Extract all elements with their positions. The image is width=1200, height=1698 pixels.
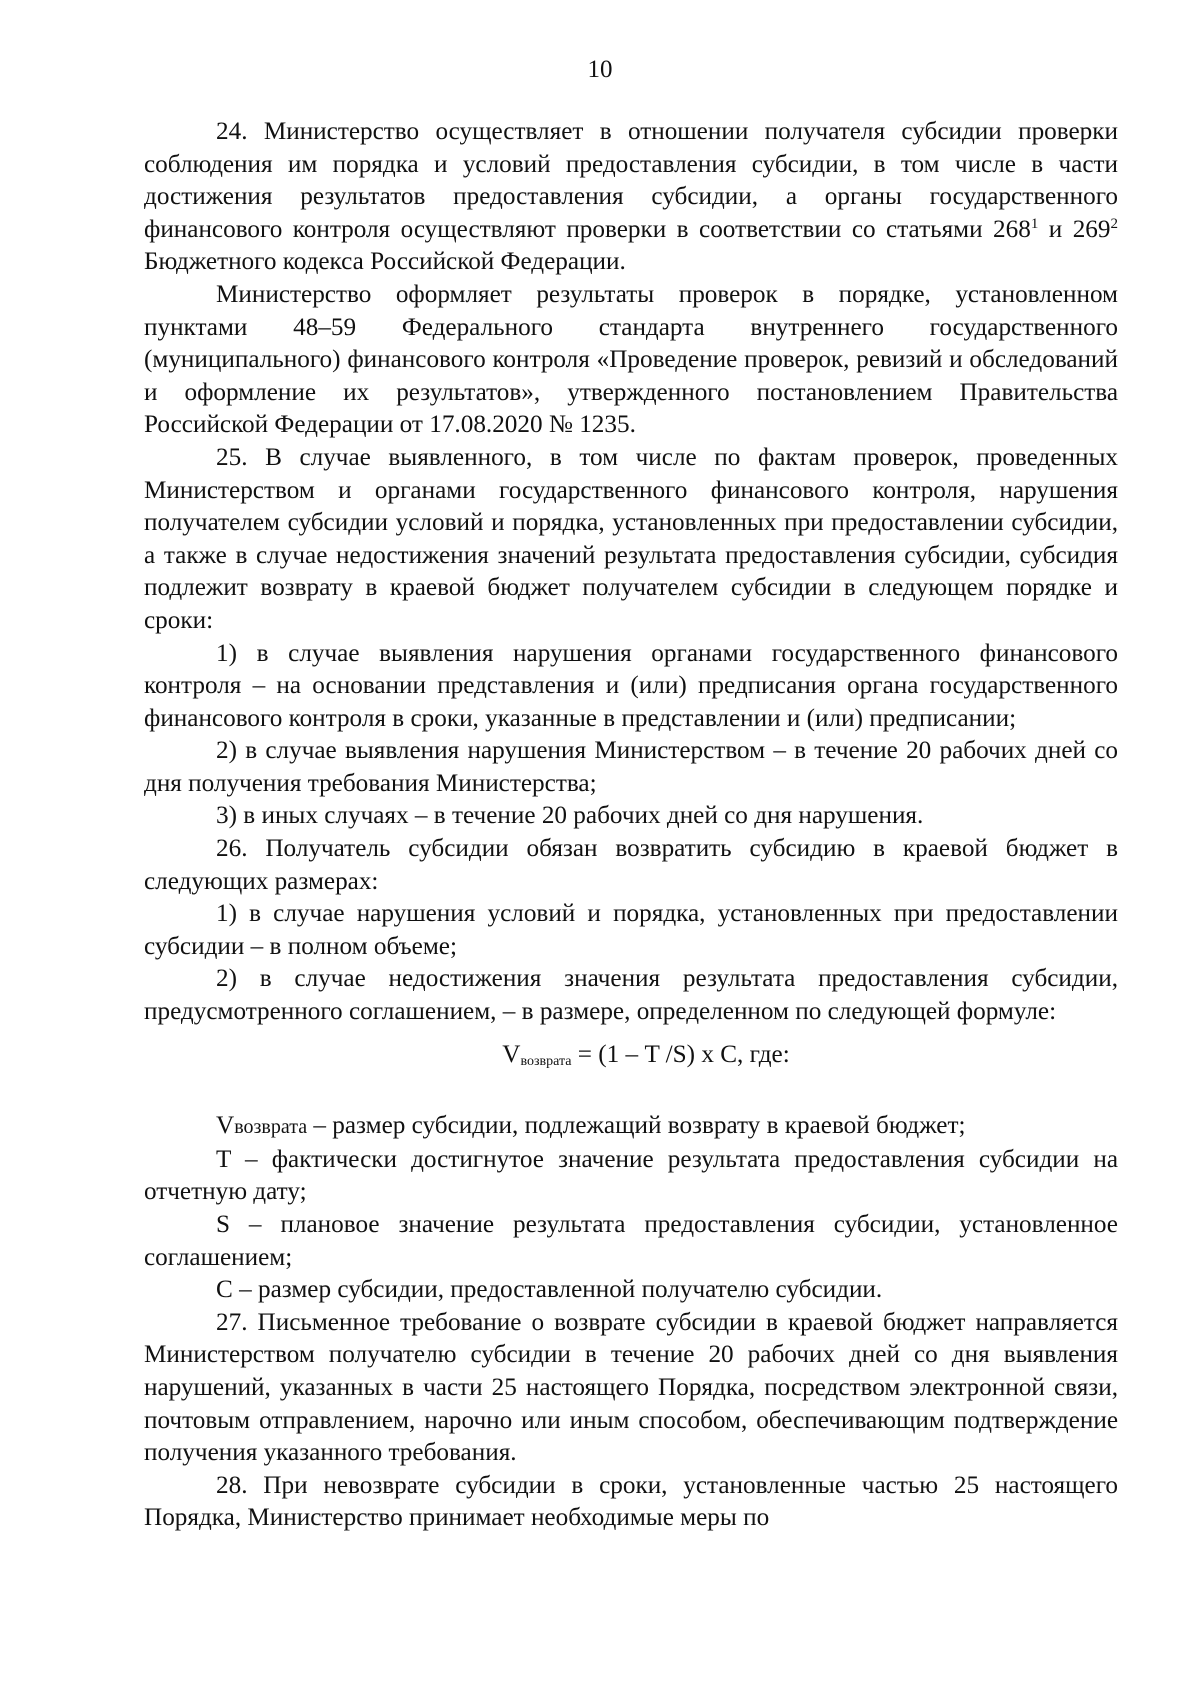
definition-t: T – фактически достигнутое значение результата предоставления субсидии на отчетную дату;: [144, 1145, 1118, 1206]
paragraph-26-item-2: 2) в случае недостижения значения результата предоставления субсидии, предусмотренного соглашением, – в размере, определенном по следующей формуле:: [144, 965, 1118, 1026]
paragraph-24-text-end: Бюджетного кодекса Российской Федерации.: [144, 248, 626, 276]
superscript-1: 1: [1030, 215, 1039, 232]
paragraph-24-continuation: Министерство оформляет результаты проверок в порядке, установленном пунктами 48–59 Федерального стандарта внутреннего государственного (муниципального) финансового контроля «Проведение проверок, ревизий и обследований и оформление их результатов», утвержденного постановлением Правительства Российской Федерации от 17.08.2020 № 1235.: [144, 280, 1118, 439]
paragraph-28: 28. При невозврате субсидии в сроки, установленные частью 25 настоящего Порядка, Министерство принимает необходимые меры по: [144, 1471, 1118, 1532]
paragraph-24-text: 24. Министерство осуществляет в отношении получателя субсидии проверки соблюдения им порядка и условий предоставления субсидии, в том числе в части достижения результатов предоставления субсидии, а органы государственного финансового контроля осуществляют проверки в соответствии со статьями 268: [144, 118, 1118, 243]
definition-v-subscript: возврата: [234, 1116, 308, 1139]
paragraph-25: 25. В случае выявленного, в том числе по фактам проверок, проведенных Министерством и органами государственного финансового контроля, нарушения получателем субсидии условий и порядка, установленных при предоставлении субсидии, а также в случае недостижения значений результата предоставления субсидии, субсидия подлежит возврату в краевой бюджет получателем субсидии в следующем порядке и сроки:: [144, 443, 1118, 634]
paragraph-25-item-2: 2) в случае выявления нарушения Министерством – в течение 20 рабочих дней со дня получения требования Министерства;: [144, 737, 1118, 797]
definition-v: [144, 1110, 1118, 1144]
definition-c: C – размер субсидии, предоставленной получателю субсидии.: [216, 1276, 883, 1304]
paragraph-25-item-1: 1) в случае выявления нарушения органами государственного финансового контроля – на основании представления и (или) предписания органа государственного финансового контроля в сроки, указанные в представлении и (или) предписании;: [144, 639, 1118, 732]
formula-variable: V: [502, 1040, 521, 1068]
document-body: [144, 116, 1118, 1535]
formula-subscript: возврата: [520, 1053, 572, 1069]
paragraph-27: 27. Письменное требование о возврате субсидии в краевой бюджет направляется Министерством получателю субсидии в течение 20 рабочих дней со дня выявления нарушений, указанных в части 25 настоящего Порядка, посредством электронной связи, почтовым отправлением, нарочно или иным способом, обеспечивающим подтверждение получения указанного требования.: [144, 1308, 1118, 1467]
definition-s: S – плановое значение результата предоставления субсидии, установленное соглашением;: [144, 1211, 1118, 1271]
page-number: 10: [587, 56, 613, 83]
paragraph-26: 26. Получатель субсидии обязан возвратить субсидию в краевой бюджет в следующих размерах:: [144, 835, 1118, 895]
return-formula: [144, 1039, 1118, 1079]
definition-v-symbol: V: [216, 1112, 235, 1140]
paragraph-25-item-3: 3) в иных случаях – в течение 20 рабочих дней со дня нарушения.: [216, 802, 924, 830]
paragraph-24: [144, 116, 1118, 279]
formula-expression: = (1 – T /S) x C, где:: [571, 1040, 790, 1068]
paragraph-26-item-1: 1) в случае нарушения условий и порядка, установленных при предоставлении субсидии – в полном объеме;: [144, 900, 1118, 960]
superscript-2: 2: [1110, 215, 1118, 232]
paragraph-24-text-mid: и 269: [1038, 215, 1111, 243]
definition-v-text: – размер субсидии, подлежащий возврату в краевой бюджет;: [307, 1112, 966, 1140]
